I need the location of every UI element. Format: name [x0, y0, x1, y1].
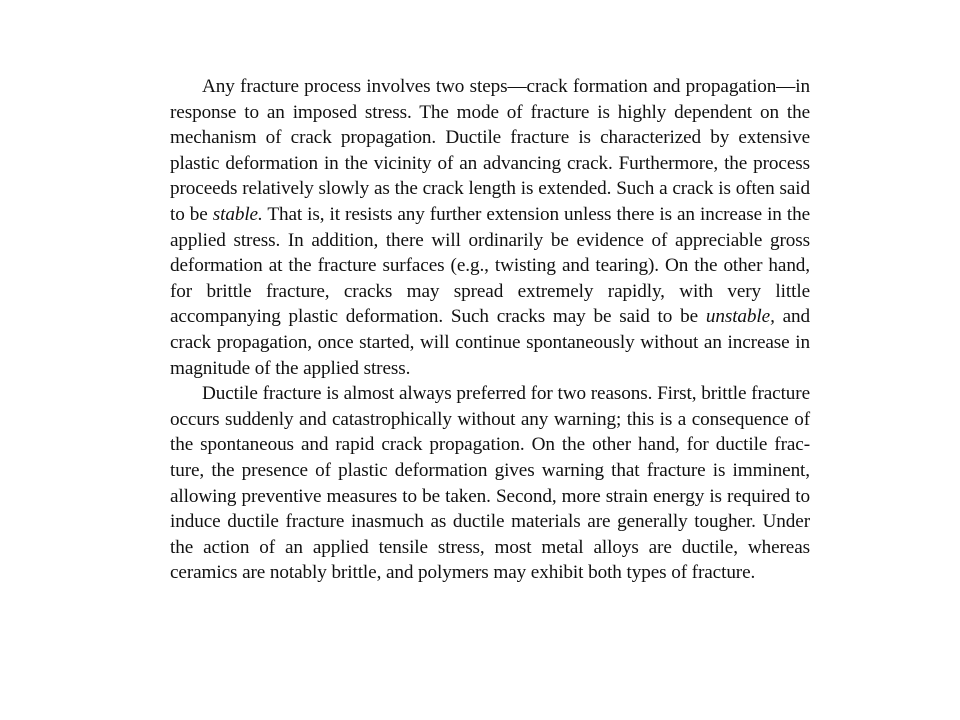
paragraph-text: That is, it resists any further extension unless there is an increase in the applied stress. In addition, there will ordinarily be evidence of appreciable gross deformation at the fracture surfaces (e.g., twisting and tearing). On the other hand, for brittle fracture, cracks may spread extremely rapidly, with very little accompanying plastic deformation. Such cracks may be said to be [170, 203, 810, 328]
paragraph-text: Ductile fracture is almost always preferred for two reasons. First, brittle fracture occurs suddenly and catastrophically without any warning; this is a consequence of the spontaneous and rapid crack propagation. On the other hand, for ductile frac-ture, the presence of plastic deformation gives warning that fracture is imminent, allowing preventive measures to be taken. Second, more strain energy is required to induce ductile fracture inasmuch as ductile materials are generally tougher. Under the action of an applied tensile stress, most metal alloys are ductile, whereas ceramics are notably brittle, and polymers may exhibit both types of fracture. [170, 383, 810, 584]
document-text-block [170, 74, 810, 586]
italic-term-unstable: unstable, [705, 306, 775, 328]
paragraph-ductile-preferred [170, 381, 810, 586]
paragraph-fracture-process [170, 74, 810, 381]
paragraph-text: Any fracture process involves two steps—crack formation and propagation—in response to an imposed stress. The mode of fracture is highly dependent on the mechanism of crack propagation. Ductile fracture is characterized by extensive plastic deformation in the vicinity of an advancing crack. Furthermore, the process proceeds relatively slowly as the crack length is extended. Such a crack is often said to be [170, 76, 810, 225]
paragraph-text: and crack propagation, once started, will continue spontaneously without an increase in magnitude of the applied stress. [170, 306, 810, 379]
italic-term-stable: stable. [212, 203, 263, 225]
